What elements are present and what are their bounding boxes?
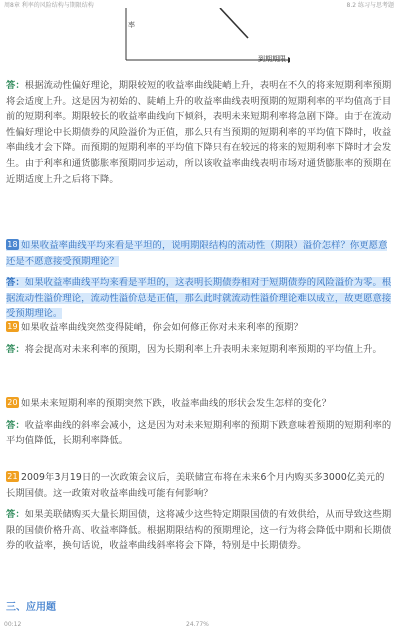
question-number: 19 [7, 322, 18, 331]
answer-label: 答： [6, 343, 25, 355]
answer-text: 如果美联储购买大量长期国债，这将减少这些特定期限国债的有效供给，从而导致这些期限的国债价格升高、收益率降低。根据期限结构的预期理论，这一行为将会降低中期和长期债券的收益率，换句话说，收益率曲线斜率将会下降，特别是中长期债券。 [6, 509, 392, 552]
chapter-title: 周8章 利率的风险结构与期限结构 [4, 2, 94, 9]
answer-label: 答： [6, 277, 25, 289]
x-axis-label: 到期期限 [258, 55, 286, 63]
q21-answer [6, 507, 392, 554]
x-axis-arrow [288, 57, 290, 63]
bottom-bar [0, 620, 400, 631]
q19-answer [6, 342, 392, 358]
answer-text: 根据流动性偏好理论，期限较短的收益率曲线陡峭上升，表明在不久的将来短期利率预期将会适度上升。这是因为初始的、陡峭上升的收益率曲线表明预期的短期利率的平均值高于目前的短期利率。期限较长的收益率曲线向下倾斜，表明未来短期利率将急剧下降。由于在流动性偏好理论中长期债券的风险溢价为正值，那么只有当预期的短期利率的平均值下降时，收益率曲线才会下降。而预期的短期利率的平均值下降只有在较远的将来的短期利率下降时才会发生。由于利率和通货膨胀率预期同步运动，所以该收益率曲线表明市场对通货膨胀率的预期在近期适度上升之后将下降。 [6, 80, 392, 185]
q17-answer-block [6, 78, 392, 187]
answer-label: 答： [6, 80, 25, 91]
q20-answer [6, 418, 392, 449]
question-number: 18 [7, 240, 18, 249]
q21-block [6, 470, 392, 554]
answer-label: 答： [6, 509, 25, 521]
question-text: 如果未来短期利率的预期突然下跌，收益率曲线的形状会发生怎样的变化？ [21, 398, 332, 409]
question-text: 如果收益率曲线突然变得陡峭，你会如何修正你对未来利率的预期？ [21, 322, 303, 333]
q18-answer [6, 275, 392, 322]
section-title: 三、应用题 [6, 602, 56, 613]
q17-answer [6, 78, 392, 187]
answer-label: 答： [6, 419, 25, 431]
yield-curve-chart [120, 8, 290, 68]
q20-question [6, 396, 392, 412]
q18-question [6, 238, 392, 269]
answer-text: 收益率曲线的斜率会减小，这是因为对未来短期利率的预期下跌意味着预期的短期利率的平均值降低，长期利率降低。 [6, 419, 392, 447]
yield-curve-line [220, 8, 248, 38]
question-number: 20 [7, 398, 18, 407]
y-axis-label: 率 [128, 21, 135, 29]
q18-block[interactable] [6, 238, 392, 322]
reading-progress: 24.77% [186, 621, 209, 628]
q19-question [6, 320, 392, 336]
question-text: 如果收益率曲线平均来看是平坦的，说明期限结构的流动性（期限）溢价怎样？你更愿意还是不愿意接受预期理论？ [6, 240, 388, 267]
answer-text: 将会提高对未来利率的预期，因为长期利率上升表明未来短期利率预期的平均值上升。 [24, 343, 382, 355]
question-number: 21 [7, 472, 18, 481]
section-label: 8.2 练习与思考题 [346, 2, 394, 9]
q21-question [6, 470, 392, 501]
q20-block [6, 396, 392, 449]
question-text: 2009年3月19日的一次政策会议后，美联储宣布将在未来6个月内购买多3000亿美元的长期国债。这一政策对收益率曲线可能有何影响？ [6, 472, 385, 499]
answer-text: 如果收益率曲线平均来看是平坦的，这表明长期债券相对于短期债券的风险溢价为零。根据流动性溢价理论，流动性溢价总是正值，那么此时就流动性溢价理论难以成立，故更愿意接受预期理论。 [6, 277, 392, 320]
clock: 00:12 [4, 621, 22, 628]
q19-block [6, 320, 392, 357]
